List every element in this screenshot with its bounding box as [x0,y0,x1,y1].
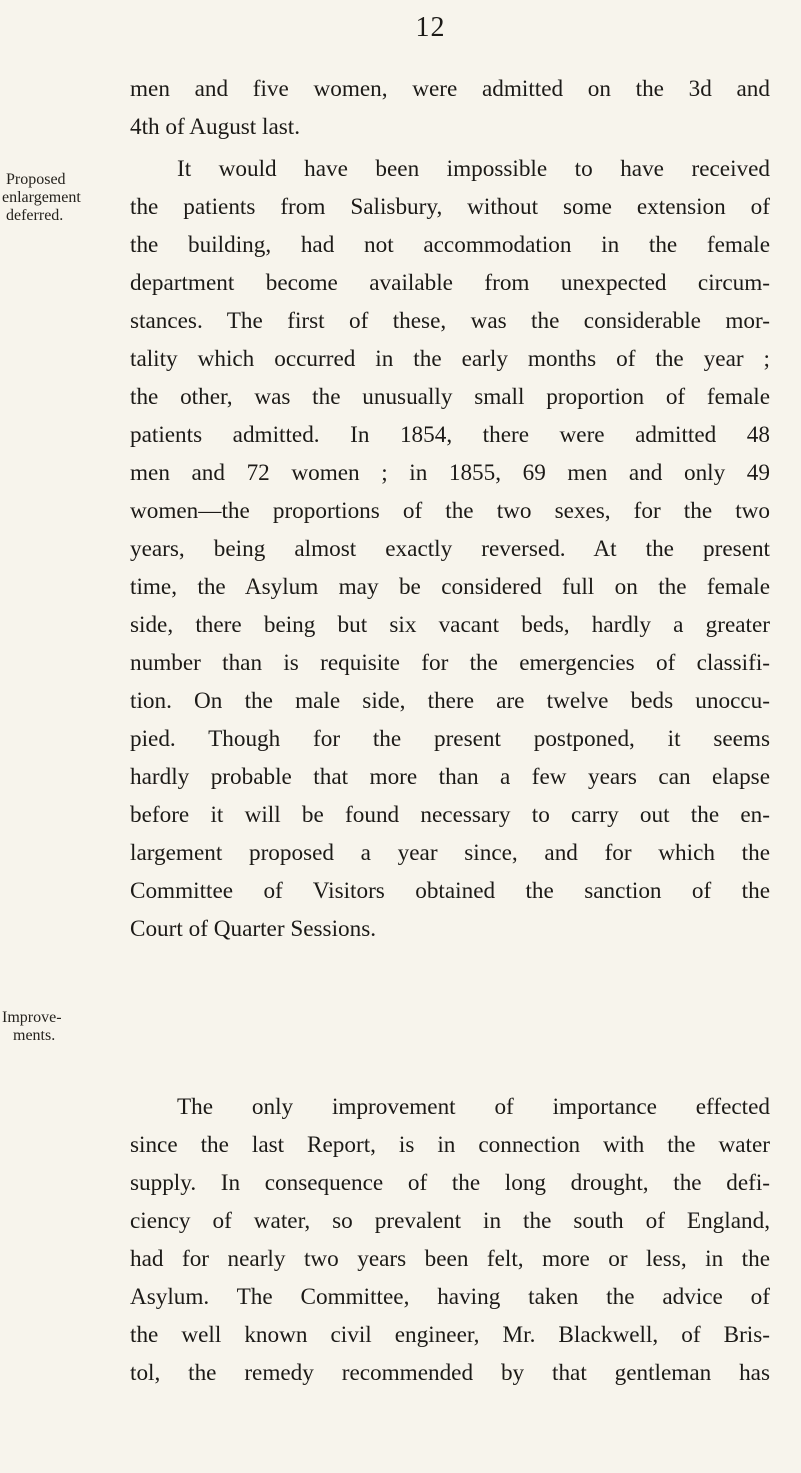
text-line: The only improvement of importance effected [177,1094,770,1120]
sidenote-line: deferred. [6,207,64,224]
sidenote-line: enlargement [2,189,81,206]
text-line: men and five women, were admitted on the 3d and [130,76,770,102]
text-line: hardly probable that more than a few years can elapse [130,764,770,790]
text-line: department become available from unexpected circum- [130,270,770,296]
text-line: Court of Quarter Sessions. [130,916,377,942]
paragraph-3 [130,1088,770,1392]
text-line: men and 72 women ; in 1855, 69 men and only 49 [130,460,770,486]
text-line: the other, was the unusually small proportion of female [130,384,770,410]
page-number: 12 [415,12,446,43]
text-line: had for nearly two years been felt, more or less, in the [130,1246,770,1272]
paragraph-1 [130,70,770,146]
text-line: Asylum. The Committee, having taken the advice of [130,1284,770,1310]
text-line: tion. On the male side, there are twelve beds unoccu- [130,688,770,714]
text-line: stances. The first of these, was the considerable mor- [130,308,770,334]
text-line: the patients from Salisbury, without some extension of [130,194,770,220]
text-line: tality which occurred in the early months of the year ; [130,346,770,372]
text-line: tol, the remedy recommended by that gentleman has [130,1360,770,1386]
text-line: the well known civil engineer, Mr. Blackwell, of Bris- [130,1322,770,1348]
sidenote-line: Improve- [2,1009,62,1026]
text-line: years, being almost exactly reversed. At the present [130,536,770,562]
text-line: It would have been impossible to have received [177,156,770,182]
sidenote-proposed-enlargement [2,171,127,225]
text-line: ciency of water, so prevalent in the south of England, [130,1208,770,1234]
text-line: time, the Asylum may be considered full on the female [130,574,770,600]
text-line: before it will be found necessary to carry out the en- [130,802,770,828]
text-line: largement proposed a year since, and for which the [130,840,770,866]
sidenote-line: ments. [13,1027,56,1044]
text-line: patients admitted. In 1854, there were admitted 48 [130,422,770,448]
text-line: women—the proportions of the two sexes, for the two [130,498,770,524]
text-line: since the last Report, is in connection with the water [130,1132,770,1158]
text-line: Committee of Visitors obtained the sanction of the [130,878,770,904]
text-line: 4th of August last. [130,114,301,140]
sidenote-line: Proposed [6,171,66,188]
paragraph-2 [130,150,770,948]
text-line: side, there being but six vacant beds, hardly a greater [130,612,770,638]
sidenote-improvements [2,1009,127,1045]
text-line: the building, had not accommodation in the female [130,232,770,258]
text-line: supply. In consequence of the long drought, the defi- [130,1170,770,1196]
text-line: number than is requisite for the emergencies of classifi- [130,650,770,676]
text-line: pied. Though for the present postponed, it seems [130,726,770,752]
